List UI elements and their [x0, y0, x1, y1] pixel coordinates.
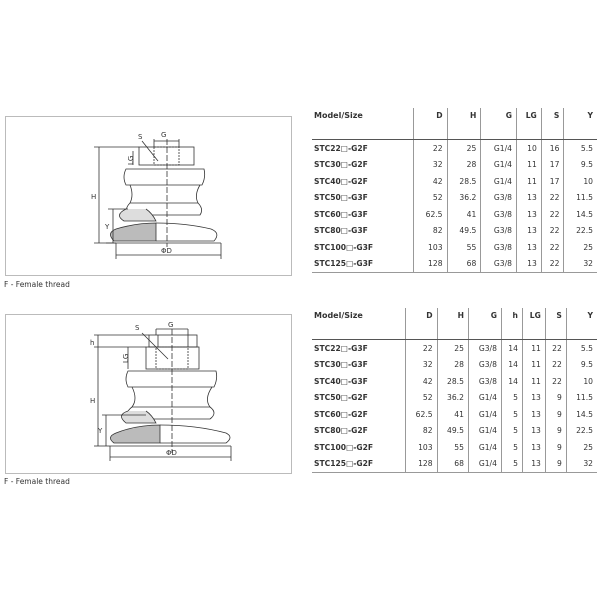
cell: 14 [501, 340, 522, 357]
cell: 22.5 [576, 426, 593, 436]
cell: 41 [447, 206, 481, 223]
table-row [312, 373, 597, 390]
caption-female-thread-2: F - Female thread [4, 477, 70, 486]
cell: G1/4 [481, 140, 517, 157]
header-lg: LG [516, 108, 541, 140]
cell: 11 [522, 357, 545, 374]
cell: 62.5 [413, 206, 447, 223]
cell: 82 [406, 423, 437, 440]
header-lg: LG [522, 308, 545, 340]
cell: G1/4 [468, 390, 501, 407]
table-row [312, 190, 597, 207]
cell: 55 [437, 439, 468, 456]
cell: 13 [522, 406, 545, 423]
cell: 9.5 [580, 160, 593, 170]
cell: 41 [437, 406, 468, 423]
cell: G1/4 [481, 157, 517, 174]
cell: 17 [541, 157, 564, 174]
cell: 22 [541, 256, 564, 273]
cell: 32 [406, 357, 437, 374]
cell: 10 [516, 140, 541, 157]
cell: 22 [413, 140, 447, 157]
cell: STC22□-G3F [312, 340, 406, 357]
table-row [312, 357, 597, 374]
cell: 52 [406, 390, 437, 407]
cell: 9.5 [580, 360, 593, 370]
cell: G1/4 [481, 173, 517, 190]
cell: 103 [406, 439, 437, 456]
cell: 22 [541, 223, 564, 240]
header-model: Model/Size [312, 308, 406, 340]
cell: 22 [541, 206, 564, 223]
label-h: H [90, 397, 96, 405]
cell: 5 [501, 390, 522, 407]
spec-table-1 [312, 108, 597, 273]
cell: G3/8 [481, 223, 517, 240]
table-row [312, 456, 597, 473]
label-s: S [135, 324, 140, 332]
drawing-panel-g2f-g3f [5, 116, 292, 276]
cell: 32 [413, 157, 447, 174]
cell: STC30□-G2F [312, 157, 413, 174]
header-s: S [545, 308, 566, 340]
label-y: Y [105, 223, 110, 231]
table-row [312, 423, 597, 440]
cell: 14.5 [576, 409, 593, 419]
cell: 5 [501, 456, 522, 473]
cell: 11.5 [576, 393, 593, 403]
cell: G3/8 [481, 239, 517, 256]
cell: 14 [501, 357, 522, 374]
cell: 28.5 [447, 173, 481, 190]
table-header-row [312, 308, 597, 340]
cell: G1/4 [468, 456, 501, 473]
cell: 25 [437, 340, 468, 357]
cell: 82 [413, 223, 447, 240]
cell: 17 [541, 173, 564, 190]
cell: 14.5 [576, 209, 593, 219]
cell: 5 [501, 406, 522, 423]
header-d: D [413, 108, 447, 140]
cell: 9 [545, 439, 566, 456]
cell: 13 [516, 190, 541, 207]
cell: 16 [541, 140, 564, 157]
cell: 128 [406, 456, 437, 473]
cell: 49.5 [447, 223, 481, 240]
cell: G3/8 [481, 206, 517, 223]
cell: 22 [545, 340, 566, 357]
cell: STC30□-G3F [312, 357, 406, 374]
cell: 11 [522, 340, 545, 357]
cell: 5 [501, 439, 522, 456]
header-y: Y [564, 108, 597, 140]
label-lg: LG [122, 353, 130, 363]
cell: 32 [566, 456, 597, 473]
cell: 11 [516, 157, 541, 174]
table-row [312, 340, 597, 357]
cell: 42 [406, 373, 437, 390]
cell: 22 [545, 373, 566, 390]
label-d: ΦD [166, 449, 177, 457]
cell: 22 [406, 340, 437, 357]
label-y: Y [98, 427, 103, 435]
table-row [312, 140, 597, 157]
table-header-row [312, 108, 597, 140]
header-model: Model/Size [312, 108, 413, 140]
cell: 11 [516, 173, 541, 190]
suction-cup-drawing [6, 117, 291, 275]
header-g: G [481, 108, 517, 140]
table-row [312, 206, 597, 223]
cell: STC40□-G3F [312, 373, 406, 390]
header-small-h: h [501, 308, 522, 340]
cell: 5 [501, 423, 522, 440]
table-row [312, 223, 597, 240]
cell: 36.2 [447, 190, 481, 207]
cell: G1/4 [468, 423, 501, 440]
table-row [312, 239, 597, 256]
cell: STC40□-G2F [312, 173, 413, 190]
table-row [312, 439, 597, 456]
label-small-h: h [90, 339, 95, 347]
label-s: S [138, 133, 143, 141]
cell: STC125□-G3F [312, 256, 413, 273]
cell: 9 [545, 390, 566, 407]
cell: 25 [583, 442, 593, 452]
cell: 13 [516, 206, 541, 223]
cell: 13 [522, 439, 545, 456]
suction-cup-drawing-hex [6, 315, 291, 473]
cell: 11 [522, 373, 545, 390]
cell: 9 [545, 456, 566, 473]
drawing-panel-g3f-g2f [5, 314, 292, 474]
cell: 13 [522, 423, 545, 440]
caption-female-thread-1: F - Female thread [4, 280, 70, 289]
cell: 103 [413, 239, 447, 256]
table-row [312, 173, 597, 190]
cell: 13 [516, 239, 541, 256]
cell: G1/4 [468, 406, 501, 423]
cell: 22 [545, 357, 566, 374]
spec-table-2 [312, 308, 597, 473]
label-lg: LG [127, 155, 135, 165]
cell: 32 [564, 256, 597, 273]
cell: STC50□-G2F [312, 390, 406, 407]
cell: 10 [583, 376, 593, 386]
cell: 25 [583, 242, 593, 252]
cell: STC125□-G2F [312, 456, 406, 473]
cell: 55 [447, 239, 481, 256]
cell: STC60□-G3F [312, 206, 413, 223]
cell: G1/4 [468, 439, 501, 456]
cell: 25 [447, 140, 481, 157]
header-y: Y [566, 308, 597, 340]
table-row [312, 256, 597, 273]
cell: 13 [516, 223, 541, 240]
cell: 52 [413, 190, 447, 207]
cell: 22 [541, 239, 564, 256]
header-h: H [447, 108, 481, 140]
cell: G3/8 [481, 190, 517, 207]
cell: 13 [522, 456, 545, 473]
cell: 14 [501, 373, 522, 390]
label-h: H [91, 193, 97, 201]
cell: 5.5 [580, 143, 593, 153]
cell: G3/8 [468, 357, 501, 374]
label-g: G [168, 321, 174, 329]
cell: STC100□-G2F [312, 439, 406, 456]
cell: STC22□-G2F [312, 140, 413, 157]
cell: STC50□-G3F [312, 190, 413, 207]
cell: G3/8 [468, 340, 501, 357]
header-h: H [437, 308, 468, 340]
cell: 28 [437, 357, 468, 374]
cell: 22 [541, 190, 564, 207]
cell: 68 [447, 256, 481, 273]
cell: G3/8 [481, 256, 517, 273]
cell: 128 [413, 256, 447, 273]
cell: 42 [413, 173, 447, 190]
cell: STC80□-G2F [312, 423, 406, 440]
table-row [312, 157, 597, 174]
cell: 28 [447, 157, 481, 174]
cell: 36.2 [437, 390, 468, 407]
cell: 5.5 [580, 343, 593, 353]
cell: 22.5 [576, 226, 593, 236]
header-g: G [468, 308, 501, 340]
cell: 9 [545, 406, 566, 423]
header-d: D [406, 308, 437, 340]
cell: STC100□-G3F [312, 239, 413, 256]
cell: STC60□-G2F [312, 406, 406, 423]
header-s: S [541, 108, 564, 140]
cell: 49.5 [437, 423, 468, 440]
cell: 28.5 [437, 373, 468, 390]
cell: 62.5 [406, 406, 437, 423]
cell: 13 [522, 390, 545, 407]
cell: 9 [545, 423, 566, 440]
cell: G3/8 [468, 373, 501, 390]
label-g: G [161, 131, 167, 139]
cell: STC80□-G3F [312, 223, 413, 240]
cell: 11.5 [576, 193, 593, 203]
table-row [312, 390, 597, 407]
table-row [312, 406, 597, 423]
label-d: ΦD [161, 247, 172, 255]
cell: 68 [437, 456, 468, 473]
cell: 13 [516, 256, 541, 273]
cell: 10 [583, 176, 593, 186]
